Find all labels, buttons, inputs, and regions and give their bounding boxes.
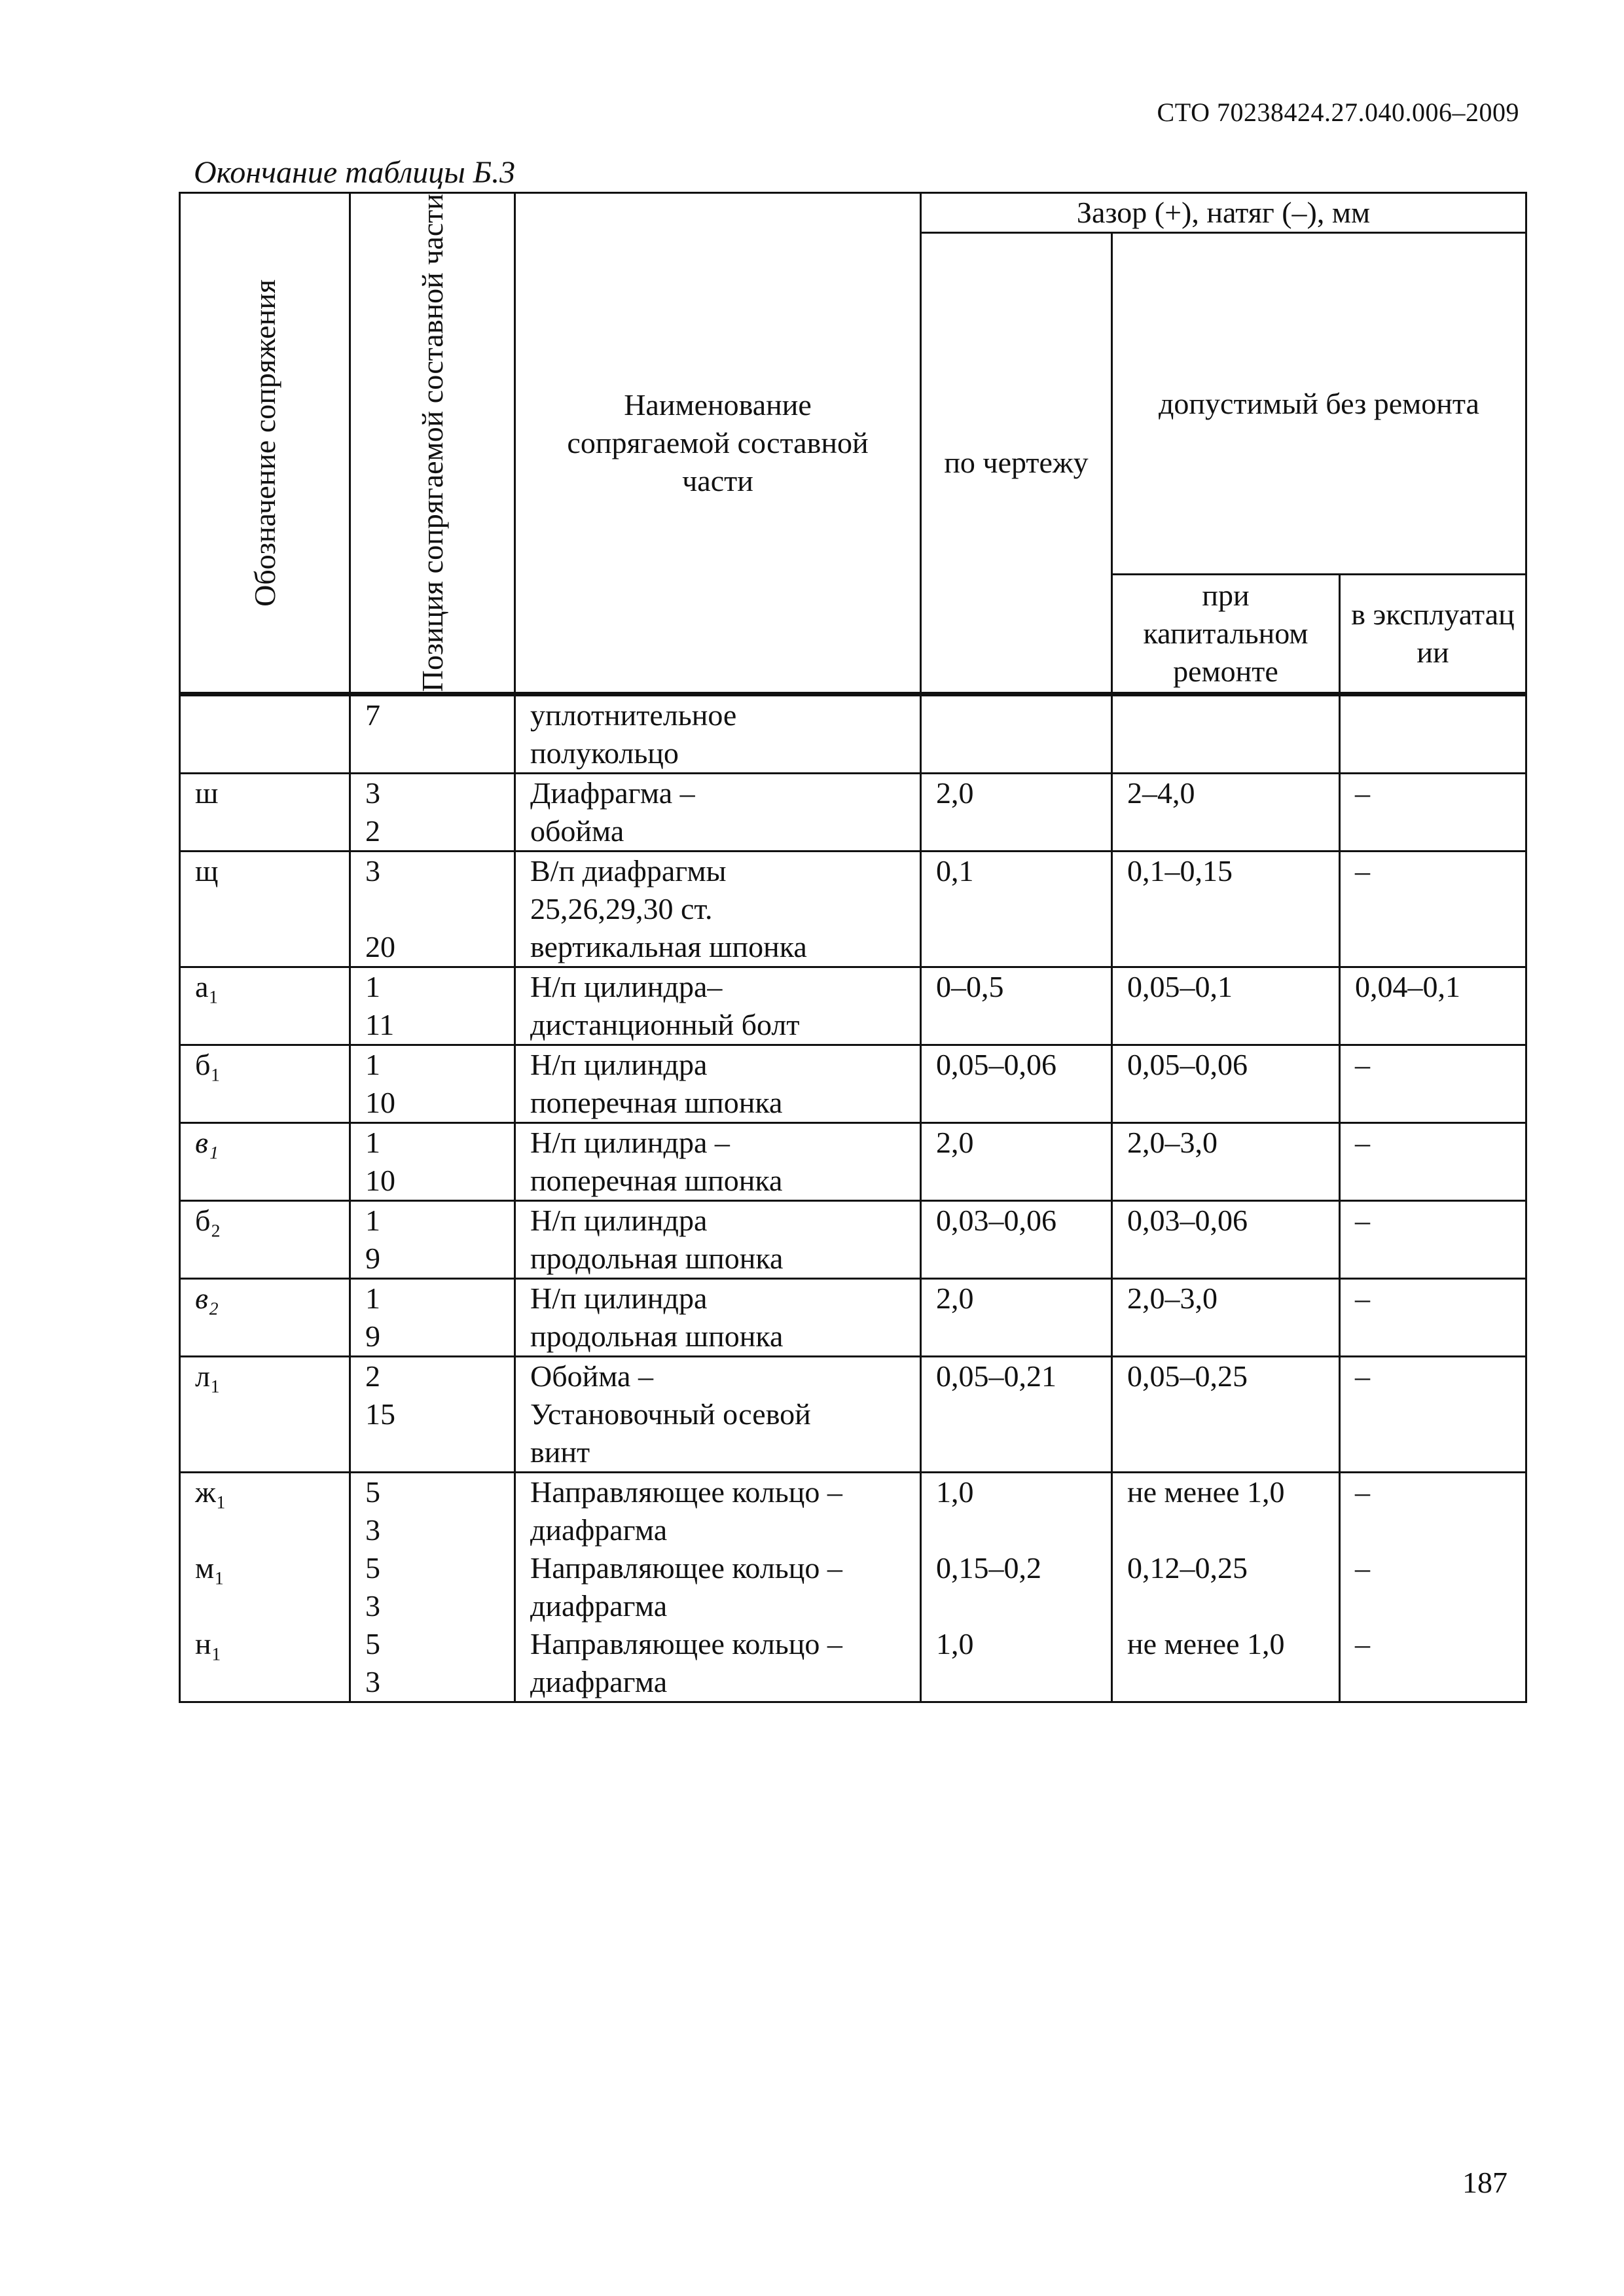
cell-line: – <box>1355 1627 1370 1661</box>
cell-line: – <box>1355 1359 1370 1393</box>
cell-capital-repair <box>1112 1279 1340 1357</box>
cell-capital-repair <box>1112 1123 1340 1201</box>
cell-position <box>350 1045 515 1123</box>
cell-line: 3 <box>365 1513 380 1547</box>
cell-line <box>1355 1511 1525 1549</box>
cell-line: 20 <box>365 930 395 964</box>
table-row <box>180 1279 1526 1357</box>
cell-name <box>515 1201 921 1279</box>
cell-line: 2,0 <box>936 1126 974 1160</box>
cell-line: – <box>1355 1048 1370 1082</box>
cell-line: вертикальная шпонка <box>530 930 807 964</box>
cell-line: 2,0–3,0 <box>1127 1126 1218 1160</box>
cell-position <box>350 1357 515 1473</box>
cell-operation <box>1340 1279 1526 1357</box>
cell-line <box>1355 1587 1525 1625</box>
cell-line: н₁ <box>195 1627 222 1661</box>
cell-line: 10 <box>365 1086 395 1120</box>
cell-name <box>515 1045 921 1123</box>
cell-line: продольная шпонка <box>530 1319 784 1354</box>
cell-designation <box>180 1123 350 1201</box>
cell-line: Н/п цилиндра <box>530 1204 708 1238</box>
cell-line: 10 <box>365 1164 395 1198</box>
cell-operation <box>1340 1123 1526 1201</box>
cell-capital-repair <box>1112 694 1340 774</box>
cell-line: 0,04–0,1 <box>1355 970 1460 1004</box>
cell-position <box>350 852 515 967</box>
cell-line: Диафрагма – <box>530 776 695 810</box>
cell-line: 0,1 <box>936 854 974 888</box>
document-code: СТО 70238424.27.040.006–2009 <box>1157 98 1519 127</box>
cell-operation <box>1340 774 1526 852</box>
cell-line: 1 <box>365 1282 380 1316</box>
cell-line: 3 <box>365 1589 380 1623</box>
cell-capital-repair <box>1112 1201 1340 1279</box>
cell-position <box>350 967 515 1045</box>
cell-operation <box>1340 1201 1526 1279</box>
cell-line: – <box>1355 1204 1370 1238</box>
cell-by-drawing <box>921 967 1112 1045</box>
cell-line: 5 <box>365 1551 380 1585</box>
cell-line <box>1355 696 1525 734</box>
cell-line: В/п диафрагмы <box>530 854 727 888</box>
cell-line <box>1127 1587 1339 1625</box>
cell-capital-repair <box>1112 967 1340 1045</box>
cell-by-drawing <box>921 1201 1112 1279</box>
cell-line: м₁ <box>195 1551 225 1585</box>
cell-line: – <box>1355 1282 1370 1316</box>
cell-name <box>515 1473 921 1702</box>
cell-line: диафрагма <box>530 1589 668 1623</box>
table-row <box>180 1045 1526 1123</box>
cell-line: л₁ <box>195 1359 221 1393</box>
table-row <box>180 694 1526 774</box>
cell-line: 1 <box>365 1048 380 1082</box>
cell-line: 15 <box>365 1397 395 1431</box>
cell-line: 1 <box>365 1204 380 1238</box>
cell-line: 3 <box>365 854 380 888</box>
cell-position <box>350 1279 515 1357</box>
cell-line: уплотнительное <box>530 698 737 732</box>
cell-line: б₂ <box>195 1204 221 1238</box>
cell-line: б₁ <box>195 1048 221 1082</box>
cell-line: продольная шпонка <box>530 1242 784 1276</box>
cell-line: 0,1–0,15 <box>1127 854 1233 888</box>
cell-by-drawing <box>921 1357 1112 1473</box>
cell-name <box>515 967 921 1045</box>
cell-line: 2,0–3,0 <box>1127 1282 1218 1316</box>
cell-line: 0,03–0,06 <box>936 1204 1056 1238</box>
cell-by-drawing <box>921 694 1112 774</box>
header-operation: в эксплуатац ии <box>1340 575 1526 694</box>
page-number: 187 <box>1462 2166 1507 2199</box>
cell-position <box>350 694 515 774</box>
cell-by-drawing <box>921 1473 1112 1702</box>
cell-by-drawing <box>921 1123 1112 1201</box>
cell-line: 1,0 <box>936 1627 974 1661</box>
cell-line: 1,0 <box>936 1475 974 1509</box>
cell-line: поперечная шпонка <box>530 1086 783 1120</box>
cell-line: Установочный осевой <box>530 1397 811 1431</box>
cell-line: 2–4,0 <box>1127 776 1195 810</box>
cell-line: 0,15–0,2 <box>936 1551 1041 1585</box>
cell-line: щ <box>195 854 219 888</box>
header-capital-repair: при капитальном ремонте <box>1112 575 1340 694</box>
cell-line <box>1127 1511 1339 1549</box>
cell-capital-repair <box>1112 774 1340 852</box>
cell-line: обойма <box>530 814 624 848</box>
cell-name <box>515 1357 921 1473</box>
cell-name <box>515 774 921 852</box>
cell-line: Обойма – <box>530 1359 653 1393</box>
cell-position <box>350 1123 515 1201</box>
cell-position <box>350 774 515 852</box>
cell-line: 9 <box>365 1319 380 1354</box>
header-designation: Обозначение сопряжения <box>180 193 350 694</box>
cell-line: поперечная шпонка <box>530 1164 783 1198</box>
cell-line: в₂ <box>195 1282 219 1316</box>
cell-line <box>195 1663 349 1701</box>
cell-line <box>365 890 514 928</box>
cell-position <box>350 1473 515 1702</box>
cell-operation <box>1340 694 1526 774</box>
cell-line: 0–0,5 <box>936 970 1004 1004</box>
cell-line: 1 <box>365 1126 380 1160</box>
cell-line <box>936 1587 1111 1625</box>
table-row <box>180 1201 1526 1279</box>
cell-capital-repair <box>1112 1357 1340 1473</box>
cell-line <box>195 696 349 734</box>
cell-line: Направляющее кольцо – <box>530 1551 842 1585</box>
cell-line: диафрагма <box>530 1513 668 1547</box>
cell-line <box>1127 696 1339 734</box>
cell-line: дистанционный болт <box>530 1008 800 1042</box>
cell-line: 2,0 <box>936 776 974 810</box>
table-caption: Окончание таблицы Б.3 <box>194 155 516 190</box>
cell-line <box>936 696 1111 734</box>
header-allowed-group: допустимый без ремонта <box>1112 233 1526 575</box>
cell-operation <box>1340 1357 1526 1473</box>
cell-operation <box>1340 852 1526 967</box>
cell-line: 5 <box>365 1627 380 1661</box>
cell-designation <box>180 694 350 774</box>
cell-capital-repair <box>1112 852 1340 967</box>
cell-line: полукольцо <box>530 736 679 770</box>
table-row <box>180 1473 1526 1702</box>
cell-line: 0,05–0,1 <box>1127 970 1233 1004</box>
table-row <box>180 1357 1526 1473</box>
cell-line <box>195 1587 349 1625</box>
cell-designation <box>180 1045 350 1123</box>
cell-position <box>350 1201 515 1279</box>
cell-line: не менее 1,0 <box>1127 1475 1285 1509</box>
cell-line: 0,05–0,06 <box>936 1048 1056 1082</box>
cell-line: 2 <box>365 1359 380 1393</box>
cell-line: Направляющее кольцо – <box>530 1627 842 1661</box>
cell-line: 0,03–0,06 <box>1127 1204 1248 1238</box>
cell-line: не менее 1,0 <box>1127 1627 1285 1661</box>
cell-line: – <box>1355 854 1370 888</box>
header-name: Наименование сопрягаемой составной части <box>515 193 921 694</box>
cell-line: Н/п цилиндра <box>530 1048 708 1082</box>
cell-by-drawing <box>921 852 1112 967</box>
cell-designation <box>180 967 350 1045</box>
cell-line: в₁ <box>195 1126 219 1160</box>
cell-line: 0,05–0,21 <box>936 1359 1056 1393</box>
mating-clearance-table <box>179 192 1527 1703</box>
header-position: Позиция сопрягаемой составной части <box>350 193 515 694</box>
cell-line: – <box>1355 1475 1370 1509</box>
cell-capital-repair <box>1112 1473 1340 1702</box>
cell-line: 2,0 <box>936 1282 974 1316</box>
cell-line: 11 <box>365 1008 395 1042</box>
cell-line: – <box>1355 1126 1370 1160</box>
cell-line: 2 <box>365 814 380 848</box>
table-row <box>180 1123 1526 1201</box>
cell-line: Н/п цилиндра– <box>530 970 723 1004</box>
cell-name <box>515 852 921 967</box>
cell-line: Направляющее кольцо – <box>530 1475 842 1509</box>
cell-by-drawing <box>921 1279 1112 1357</box>
cell-name <box>515 1123 921 1201</box>
cell-line: 3 <box>365 1665 380 1699</box>
cell-line: 9 <box>365 1242 380 1276</box>
cell-designation <box>180 1473 350 1702</box>
cell-line: 25,26,29,30 ст. <box>530 892 713 926</box>
cell-line: 7 <box>365 698 380 732</box>
table-row <box>180 774 1526 852</box>
cell-line <box>936 1511 1111 1549</box>
header-by-drawing: по чертежу <box>921 233 1112 694</box>
cell-operation <box>1340 1045 1526 1123</box>
cell-designation <box>180 1279 350 1357</box>
cell-line: 5 <box>365 1475 380 1509</box>
cell-line: а₁ <box>195 970 219 1004</box>
cell-line: Н/п цилиндра <box>530 1282 708 1316</box>
cell-line: винт <box>530 1435 590 1469</box>
cell-designation <box>180 1357 350 1473</box>
cell-by-drawing <box>921 774 1112 852</box>
cell-designation <box>180 1201 350 1279</box>
table-row <box>180 967 1526 1045</box>
header-gap-group: Зазор (+), натяг (–), мм <box>921 193 1526 233</box>
cell-line <box>1355 1663 1525 1701</box>
cell-line: 0,05–0,06 <box>1127 1048 1248 1082</box>
cell-name <box>515 1279 921 1357</box>
cell-line: – <box>1355 776 1370 810</box>
cell-line <box>1127 1663 1339 1701</box>
cell-line: ж₁ <box>195 1475 226 1509</box>
cell-designation <box>180 852 350 967</box>
cell-line: диафрагма <box>530 1665 668 1699</box>
cell-name <box>515 694 921 774</box>
cell-line: 0,05–0,25 <box>1127 1359 1248 1393</box>
cell-line <box>195 1511 349 1549</box>
cell-line: 1 <box>365 970 380 1004</box>
cell-capital-repair <box>1112 1045 1340 1123</box>
cell-by-drawing <box>921 1045 1112 1123</box>
table-body <box>180 694 1526 1702</box>
cell-operation <box>1340 967 1526 1045</box>
table-row <box>180 852 1526 967</box>
cell-line: – <box>1355 1551 1370 1585</box>
cell-line <box>936 1663 1111 1701</box>
cell-line: Н/п цилиндра – <box>530 1126 730 1160</box>
cell-designation <box>180 774 350 852</box>
cell-line: 0,12–0,25 <box>1127 1551 1248 1585</box>
cell-line: ш <box>195 776 219 810</box>
cell-operation <box>1340 1473 1526 1702</box>
cell-line: 3 <box>365 776 380 810</box>
